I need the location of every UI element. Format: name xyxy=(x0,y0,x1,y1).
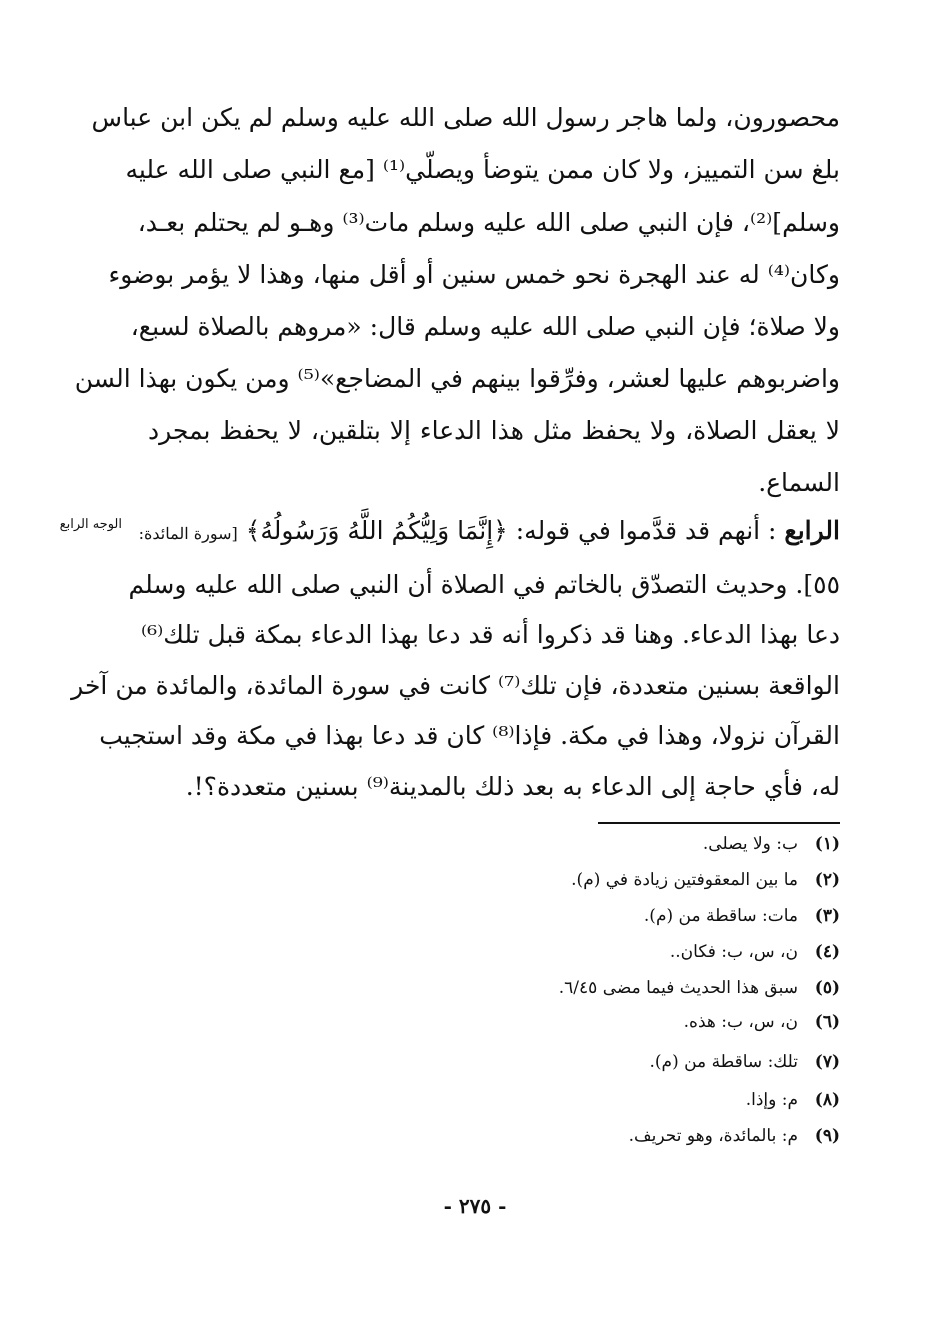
body-line: لا يعقل الصلاة، ولا يحفظ مثل هذا الدعاء إلا بتلقين، لا يحفظ بمجرد xyxy=(148,416,840,445)
footnote xyxy=(360,868,840,892)
footnote-number: (٢) xyxy=(814,870,840,890)
surah-reference: [سورة المائدة: xyxy=(138,524,238,543)
body-line: بلغ سن التمييز، ولا كان ممن يتوضأ ويصلّي⁽¹⁾ [مع النبي صلى الله عليه xyxy=(125,155,840,184)
footnote-number: (٨) xyxy=(814,1090,840,1110)
page-number: - ٢٧٥ - xyxy=(443,1194,507,1218)
footnote xyxy=(360,976,840,1000)
quran-verse: ﴿إِنَّمَا وَلِيُّكُمُ اللَّهُ وَرَسُولُهُ﴾ xyxy=(245,516,508,545)
footnote-text: سبق هذا الحديث فيما مضى ٦/٤٥. xyxy=(558,978,798,998)
footnote-text: ب: ولا يصلى. xyxy=(702,834,798,854)
body-line: له، فأي حاجة إلى الدعاء به بعد ذلك بالمدينة⁽⁹⁾ بسنين متعددة؟!. xyxy=(185,772,840,801)
footnote-number: (٧) xyxy=(814,1052,840,1072)
footnote-number: (٤) xyxy=(814,942,840,962)
footnote-text: مات: ساقطة من (م). xyxy=(643,906,798,926)
footnote-number: (٩) xyxy=(814,1126,840,1146)
body-line: الواقعة بسنين متعددة، فإن تلك⁽⁷⁾ كانت في سورة المائدة، والمائدة من آخر xyxy=(71,671,840,700)
footnote-text: م: وإذا. xyxy=(745,1090,798,1110)
body-line: واضربوهم عليها لعشر، وفرِّقوا بينهم في المضاجع»⁽⁵⁾ ومن يكون بهذا السن xyxy=(74,364,840,393)
footnote xyxy=(360,1010,840,1034)
footnote-number: (١) xyxy=(814,834,840,854)
footnote-number: (٣) xyxy=(814,906,840,926)
footnote-number: (٥) xyxy=(814,978,840,998)
verse-intro: : أنهم قد قدَّموا في قوله: xyxy=(515,516,777,545)
body-line: وسلم]⁽²⁾، فإن النبي صلى الله عليه وسلم مات⁽³⁾ وهـو لم يحتلم بعـد، xyxy=(137,208,840,237)
body-line: السماع. xyxy=(758,468,840,497)
body-line: القرآن نزولا، وهذا في مكة. فإذا⁽⁸⁾ كان قد دعا بهذا في مكة وقد استجيب xyxy=(99,721,840,750)
footnote-text: ما بين المعقوفتين زيادة في (م). xyxy=(571,870,798,890)
verse-line xyxy=(138,516,840,549)
footnote-number: (٦) xyxy=(814,1012,840,1032)
body-line: وكان⁽⁴⁾ له عند الهجرة نحو خمس سنين أو أقل منها، وهذا لا يؤمر بوضوء xyxy=(108,260,840,289)
body-line: محصورون، ولما هاجر رسول الله صلى الله عليه وسلم لم يكن ابن عباس xyxy=(91,103,840,132)
footnote-divider xyxy=(598,822,840,824)
body-line: دعا بهذا الدعاء. وهنا قد ذكروا أنه قد دعا بهذا الدعاء بمكة قبل تلك⁽⁶⁾ xyxy=(140,620,840,649)
footnote-text: ن، س، ب: فكان.. xyxy=(669,942,798,962)
footnote-text: تلك: ساقطة من (م). xyxy=(649,1052,798,1072)
footnote xyxy=(360,832,840,856)
footnote xyxy=(360,1050,840,1074)
footnote xyxy=(360,904,840,928)
footnote xyxy=(360,1088,840,1112)
footnote-text: م: بالمائدة، وهو تحريف. xyxy=(628,1126,798,1146)
footnote xyxy=(360,1124,840,1148)
margin-note: الوجه الرابع xyxy=(59,517,122,532)
body-line: ٥٥]. وحديث التصدّق بالخاتم في الصلاة أن النبي صلى الله عليه وسلم xyxy=(128,570,840,599)
body-line: ولا صلاة؛ فإن النبي صلى الله عليه وسلم قال: «مروهم بالصلاة لسبع، xyxy=(130,312,840,341)
footnote xyxy=(360,940,840,964)
footnote-text: ن، س، ب: هذه. xyxy=(683,1012,798,1032)
section-lead: الرابع xyxy=(784,516,840,545)
